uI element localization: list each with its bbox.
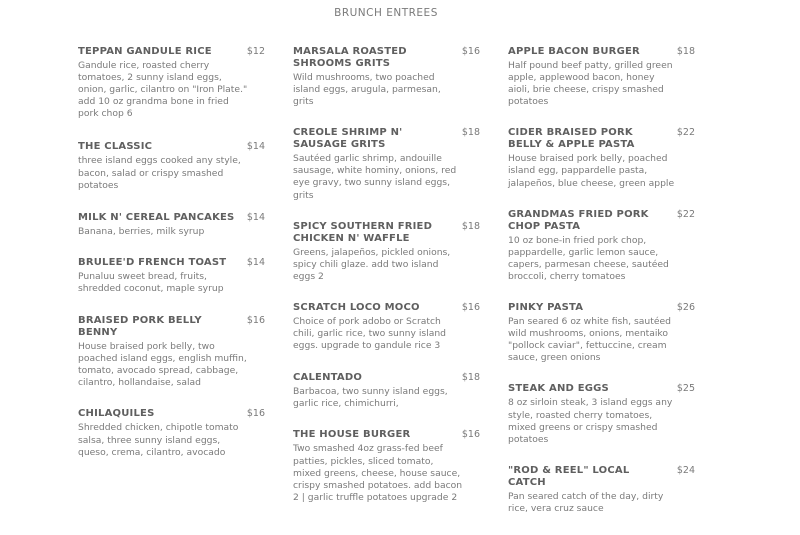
item-description: Wild mushrooms, two poached island eggs, arugula, parmesan, grits xyxy=(293,72,441,108)
item-price: $16 xyxy=(461,301,480,313)
menu-column-2 xyxy=(293,46,483,524)
menu-item xyxy=(78,257,268,295)
menu-item xyxy=(78,315,268,389)
item-name: STEAK AND EGGS xyxy=(508,383,609,395)
item-description: 8 oz sirloin steak, 3 island eggs any style, roasted cherry tomatoes, mixed greens or crispy smashed potatoes xyxy=(508,397,673,445)
menu-item xyxy=(293,429,483,503)
menu-item xyxy=(508,209,698,283)
item-name: GRANDMAS FRIED PORK CHOP PASTA xyxy=(508,208,649,232)
item-description: Sautéed garlic shrimp, andouille sausage, white hominy, onions, red eye gravy, two sunny island eggs, grits xyxy=(293,153,457,201)
item-price: $12 xyxy=(246,46,265,57)
item-name: MARSALA ROASTED SHROOMS GRITS xyxy=(293,46,407,69)
menu-item xyxy=(293,221,483,283)
item-price: $16 xyxy=(461,46,480,57)
item-description: Banana, berries, milk syrup xyxy=(78,225,205,237)
item-description: Choice of pork adobo or Scratch chili, garlic rice, two sunny island eggs. upgrade to gandule rice 3 xyxy=(293,315,447,352)
item-name: CALENTADO xyxy=(293,372,363,384)
item-name: TEPPAN GANDULE RICE xyxy=(78,46,212,57)
item-price: $16 xyxy=(246,315,265,327)
item-name: MILK N' CEREAL PANCAKES xyxy=(78,211,235,223)
item-description: House braised pork belly, two poached island eggs, english muffin, tomato, avocado spread, cabbage, cilantro, hollandaise, salad xyxy=(78,341,247,389)
menu-item xyxy=(508,302,698,364)
section-title: BRUNCH ENTREES xyxy=(334,7,438,19)
item-description: Half pound beef patty, grilled green apple, applewood bacon, honey aioli, brie cheese, crispy smashed potatoes xyxy=(508,60,673,108)
item-name: THE HOUSE BURGER xyxy=(293,429,411,441)
item-name: SPICY SOUTHERN FRIED CHICKEN N' WAFFLE xyxy=(293,220,433,244)
item-description: Barbacoa, two sunny island eggs, garlic rice, chimichurri, xyxy=(293,386,448,410)
item-description: 10 oz bone-in fried pork chop, pappardelle, garlic lemon sauce, capers, parmesan cheese, sautéed broccoli, cherry tomatoes xyxy=(508,234,669,282)
menu-item xyxy=(293,46,483,108)
item-name: CIDER BRAISED PORK BELLY & APPLE PASTA xyxy=(508,127,635,151)
item-description: Pan seared 6 oz white fish, sautéed wild mushrooms, onions, mentaiko "pollock caviar", fettuccine, cream sauce, green onions xyxy=(508,316,671,364)
item-description: House braised pork belly, poached island egg, pappardelle pasta, jalapeños, blue cheese, green apple xyxy=(508,153,675,189)
item-price: $26 xyxy=(676,302,695,314)
item-name: CHILAQUILES xyxy=(78,408,155,420)
menu-item xyxy=(78,408,268,458)
item-price: $14 xyxy=(246,211,265,223)
item-description: Shredded chicken, chipotle tomato salsa, three sunny island eggs, queso, crema, cilantro, avocado xyxy=(78,422,239,458)
item-price: $25 xyxy=(676,383,695,395)
menu-item xyxy=(293,127,483,201)
item-description: Pan seared catch of the day, dirty rice, vera cruz sauce xyxy=(508,490,664,514)
menu-item xyxy=(508,46,698,108)
menu-item xyxy=(508,127,698,189)
menu-item xyxy=(508,465,698,515)
item-price: $18 xyxy=(676,46,695,57)
item-name: PINKY PASTA xyxy=(508,302,584,314)
item-price: $18 xyxy=(461,127,480,139)
menu-item xyxy=(508,383,698,445)
menu-column-3 xyxy=(508,46,698,535)
item-name: "ROD & REEL" LOCAL CATCH xyxy=(508,464,630,488)
item-name: THE CLASSIC xyxy=(78,141,153,153)
item-description: three island eggs cooked any style, bacon, salad or crispy smashed potatoes xyxy=(78,155,241,191)
menu-item xyxy=(293,372,483,410)
item-price: $14 xyxy=(246,141,265,153)
item-price: $24 xyxy=(676,464,695,476)
item-name: SCRATCH LOCO MOCO xyxy=(293,301,420,313)
item-description: Greens, jalapeños, pickled onions, spicy chili glaze. add two island eggs 2 xyxy=(293,246,451,282)
item-name: APPLE BACON BURGER xyxy=(508,46,640,57)
item-price: $18 xyxy=(461,220,480,232)
item-price: $22 xyxy=(676,208,695,220)
item-price: $14 xyxy=(246,256,265,268)
item-name: BRULEE'D FRENCH TOAST xyxy=(78,256,227,268)
item-name: CREOLE SHRIMP N' SAUSAGE GRITS xyxy=(293,127,403,151)
item-price: $22 xyxy=(676,127,695,139)
menu-item xyxy=(293,302,483,352)
menu-column-1 xyxy=(78,46,268,479)
item-description: Two smashed 4oz grass-fed beef patties, pickles, sliced tomato, mixed greens, cheese, house sauce, crispy smashed potatoes. add bacon 2 | garlic truffle potatoes upgrade 2 xyxy=(293,443,463,503)
menu-item xyxy=(78,46,268,120)
item-price: $18 xyxy=(461,372,480,384)
menu-item xyxy=(78,212,268,238)
item-price: $16 xyxy=(461,429,480,441)
item-description: Punaluu sweet bread, fruits, shredded coconut, maple syrup xyxy=(78,270,224,294)
item-description: Gandule rice, roasted cherry tomatoes, 2 sunny island eggs, onion, garlic, cilantro on "Iron Plate." add 10 oz grandma bone in fried pork chop 6 xyxy=(78,60,248,120)
menu-item xyxy=(78,141,268,191)
item-price: $16 xyxy=(246,408,265,420)
item-name: BRAISED PORK BELLY BENNY xyxy=(78,315,202,339)
